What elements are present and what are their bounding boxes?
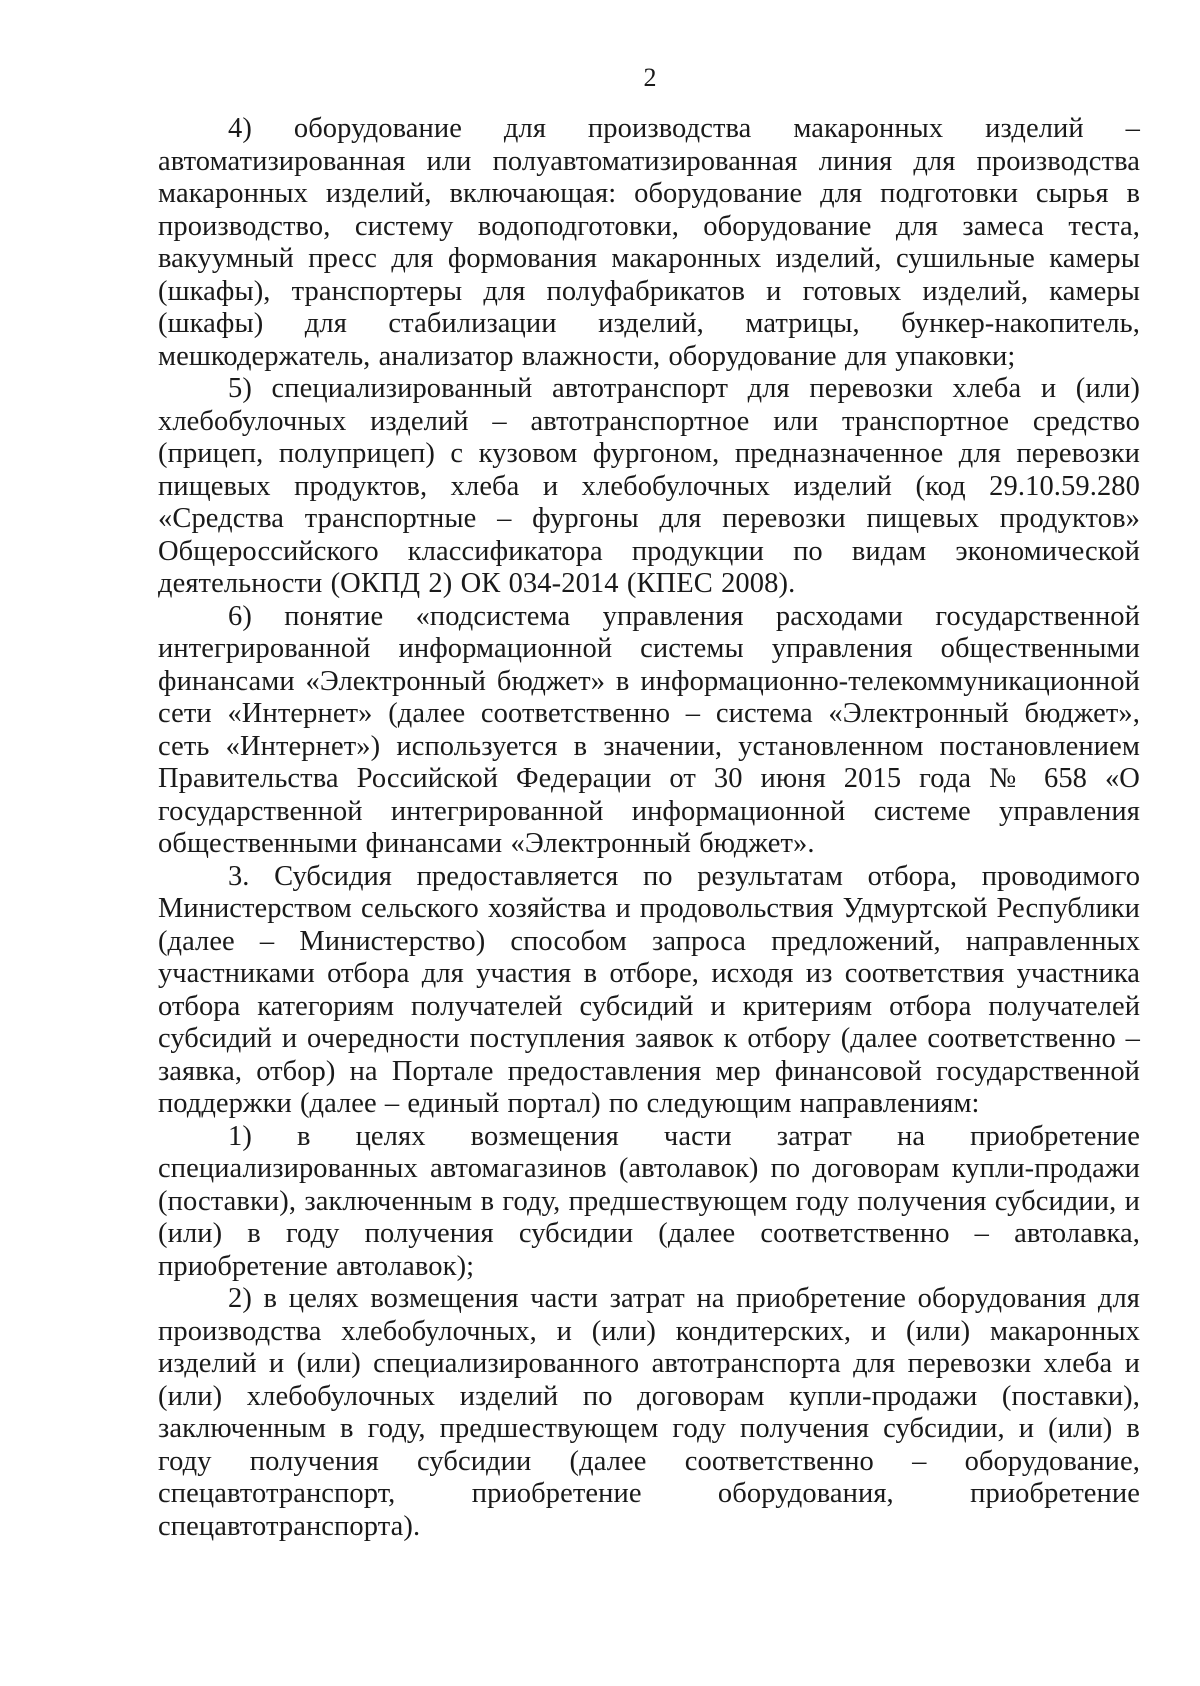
paragraph-section-3-subsidy-selection: 3. Субсидия предоставляется по результатам отбора, проводимого Министерством сельского хозяйства и продовольствия Удмуртской Республики (далее – Министерство) способом запроса предложений, направленных участниками отбора для участия в отборе, исходя из соответствия участника отбора категориям получателей субсидий и критериям отбора получателей субсидий и очередности поступления заявок к отбору (далее соответственно – заявка, отбор) на Портале предоставления мер финансовой государственной поддержки (далее – единый портал) по следующим направлениям: xyxy=(158,860,1140,1119)
paragraph-item-5-special-transport: 5) специализированный автотранспорт для перевозки хлеба и (или) хлебобулочных изделий – автотранспортное или транспортное средство (прицеп, полуприцеп) с кузовом фургоном, предназначенное для перевозки пищевых продуктов, хлеба и хлебобулочных изделий (код 29.10.59.280 «Средства транспортные – фургоны для перевозки пищевых продуктов» Общероссийского классификатора продукции по видам экономической деятельности (ОКПД 2) ОК 034-2014 (КПЕС 2008). xyxy=(158,373,1140,599)
paragraph-direction-1-mobile-shops: 1) в целях возмещения части затрат на приобретение специализированных автомагазинов (автолавок) по договорам купли-продажи (поставки), заключенным в году, предшествующем году получения субсидии, и (или) в году получения субсидии (далее соответственно – автолавка, приобретение автолавок); xyxy=(158,1120,1140,1282)
paragraph-item-4-pasta-equipment: 4) оборудование для производства макаронных изделий – автоматизированная или полуавтоматизированная линия для производства макаронных изделий, включающая: оборудование для подготовки сырья в производство, систему водоподготовки, оборудование для замеса теста, вакуумный пресс для формования макаронных изделий, сушильные камеры (шкафы), транспортеры для полуфабрикатов и готовых изделий, камеры (шкафы) для стабилизации изделий, матрицы, бункер-накопитель, мешкодержатель, анализатор влажности, оборудование для упаковки; xyxy=(158,113,1140,372)
page-number: 2 xyxy=(643,63,657,92)
document-body xyxy=(158,113,1140,1543)
paragraph-direction-2-equipment: 2) в целях возмещения части затрат на приобретение оборудования для производства хлебобулочных, и (или) кондитерских, и (или) макаронных изделий и (или) специализированного автотранспорта для перевозки хлеба и (или) хлебобулочных изделий по договорам купли-продажи (поставки), заключенным в году, предшествующем году получения субсидии, и (или) в году получения субсидии (далее соответственно – оборудование, спецавтотранспорт, приобретение оборудования, приобретение спецавтотранспорта). xyxy=(158,1283,1140,1542)
paragraph-item-6-electronic-budget: 6) понятие «подсистема управления расходами государственной интегрированной информационной системы управления общественными финансами «Электронный бюджет» в информационно-телекоммуникационной сети «Интернет» (далее соответственно – система «Электронный бюджет», сеть «Интернет») используется в значении, установленном постановлением Правительства Российской Федерации от 30 июня 2015 года № 658 «О государственной интегрированной информационной системе управления общественными финансами «Электронный бюджет». xyxy=(158,600,1140,859)
